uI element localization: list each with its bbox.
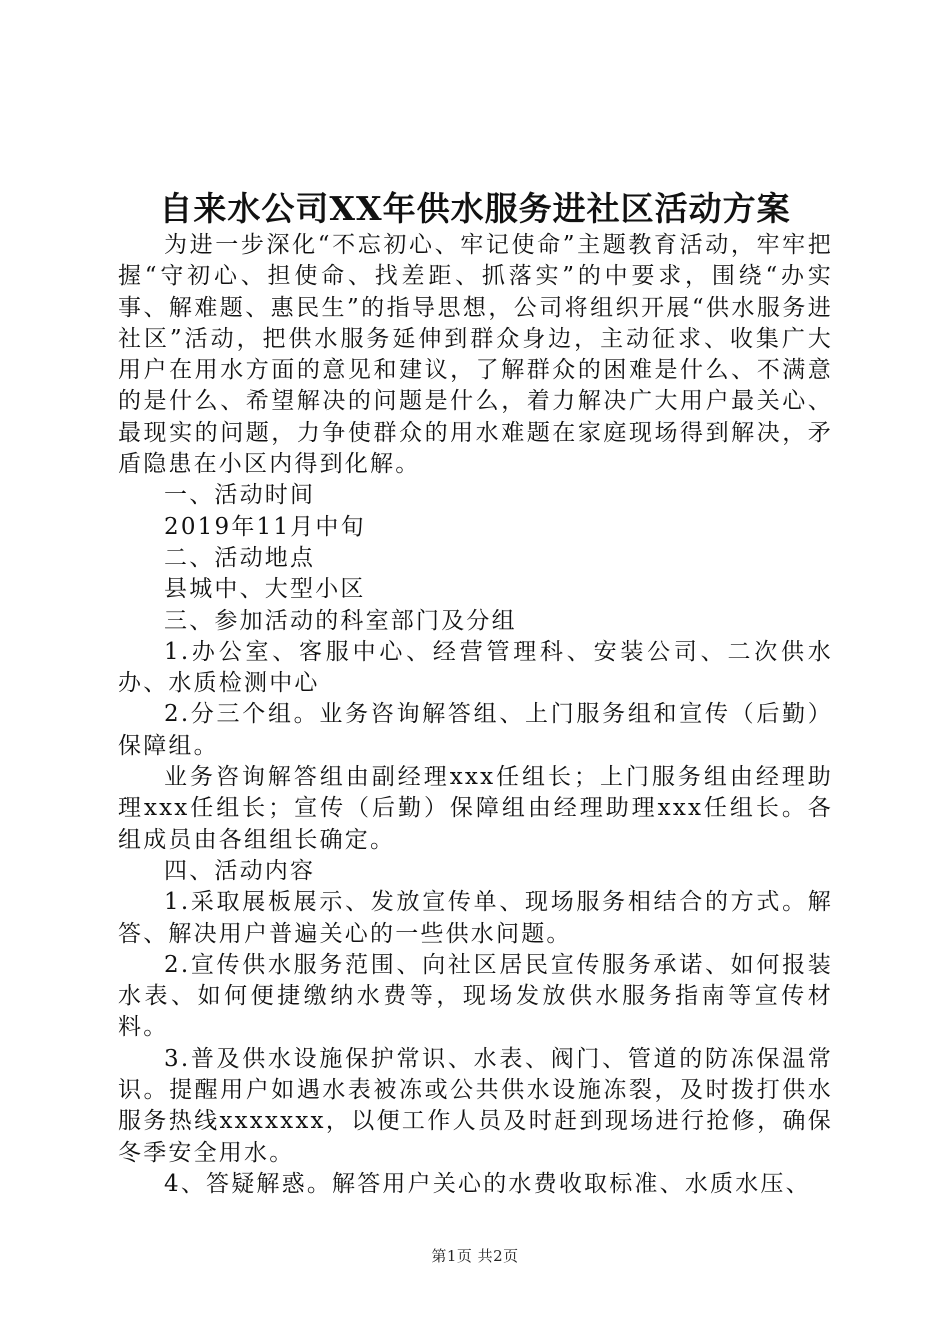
- content-item-1: 1.采取展板展示、发放宣传单、现场服务相结合的方式。解答、解决用户普遍关心的一些供水问题。: [118, 889, 833, 947]
- section-heading-location: 二、活动地点: [164, 544, 316, 571]
- departments-list-paragraph: 1.办公室、客服中心、经营管理科、安装公司、二次供水办、水质检测中心: [118, 638, 833, 697]
- activity-time-value: 2019年11月中旬: [164, 513, 366, 540]
- groups-paragraph: 2.分三个组。业务咨询解答组、上门服务组和宣传（后勤）保障组。: [118, 701, 833, 759]
- document-title: 自来水公司XX年供水服务进社区活动方案: [159, 189, 791, 228]
- group-leaders-paragraph: 业务咨询解答组由副经理xxx任组长；上门服务组由经理助理xxx任组长；宣传（后勤）保障组由经理助理xxx任组长。各组成员由各组组长确定。: [118, 764, 833, 853]
- content-item-3: 3.普及供水设施保护常识、水表、阀门、管道的防冻保温常识。提醒用户如遇水表被冻或公共供水设施冻裂，及时拨打供水服务热线xxxxxxx，以便工作人员及时赶到现场进行抢修，确保冬季安全用水。: [118, 1045, 833, 1166]
- content-item-4: 4、答疑解惑。解答用户关心的水费收取标准、水质水压、: [164, 1170, 811, 1197]
- content-item-2: 2.宣传供水服务范围、向社区居民宣传服务承诺、如何报装水表、如何便捷缴纳水费等，现场发放供水服务指南等宣传材料。: [118, 951, 833, 1041]
- activity-location-value: 县城中、大型小区: [164, 576, 366, 603]
- section-heading-time: 一、活动时间: [164, 482, 316, 509]
- section-heading-content: 四、活动内容: [164, 857, 316, 884]
- document-body: [118, 230, 833, 1200]
- section-heading-departments: 三、参加活动的科室部门及分组: [164, 607, 517, 634]
- page-number-footer: 第1页 共2页: [431, 1247, 519, 1265]
- intro-paragraph: 为进一步深化“不忘初心、牢记使命”主题教育活动，牢牢把握“守初心、担使命、找差距、抓落实”的中要求，围绕“办实事、解难题、惠民生”的指导思想，公司将组织开展“供水服务进社区”活动，把供水服务延伸到群众身边，主动征求、收集广大用户在用水方面的意见和建议，了解群众的困难是什么、不满意的是什么、希望解决的问题是什么，着力解决广大用户最关心、最现实的问题，力争使群众的用水难题在家庭现场得到解决，矛盾隐患在小区内得到化解。: [118, 232, 833, 478]
